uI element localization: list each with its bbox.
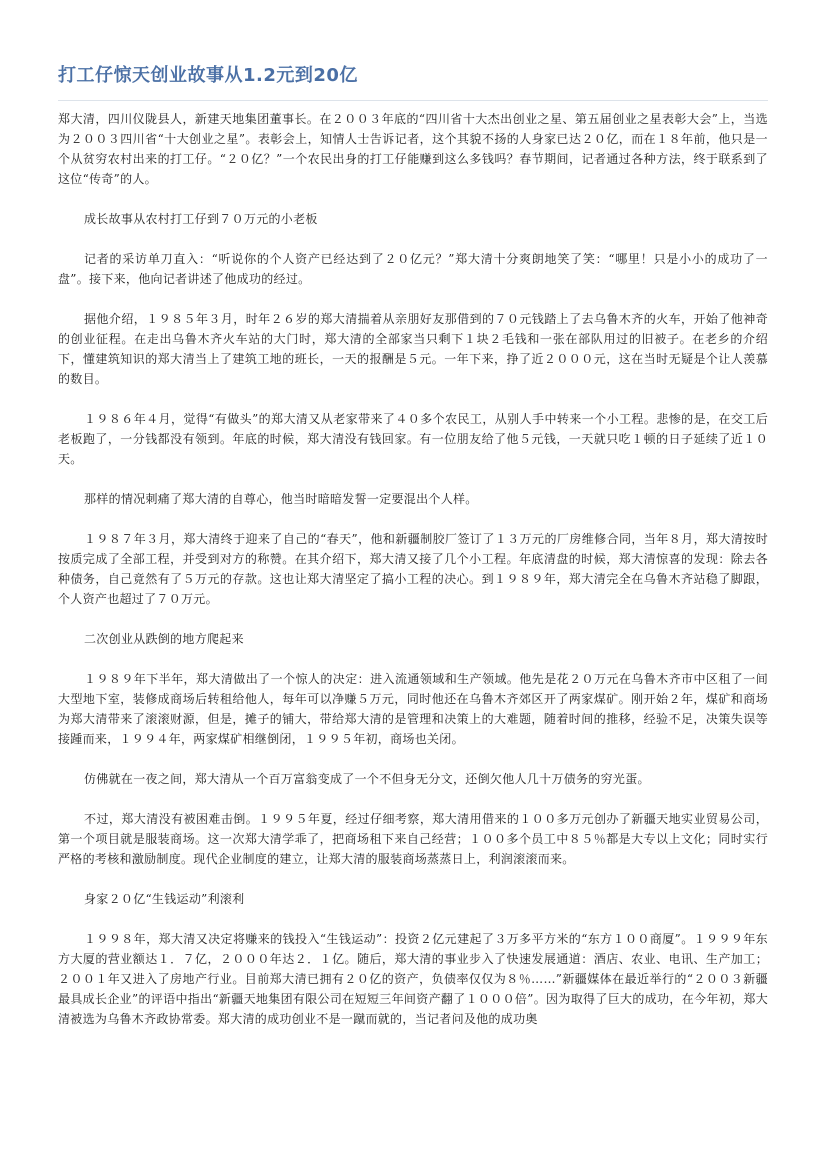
paragraph: １９８６年４月，觉得“有做头”的郑大清又从老家带来了４０多个农民工，从别人手中转来一个小工程。悲惨的是，在交工后老板跑了，一分钱都没有领到。年底的时候，郑大清没有钱回家。有一位朋友给了他５元钱，一天就只吃１顿的日子延续了近１０天。 [58,412,768,466]
paragraph: 不过，郑大清没有被困难击倒。１９９５年夏，经过仔细考察，郑大清用借来的１００多万元创办了新疆天地实业贸易公司，第一个项目就是服装商场。这一次郑大清学乖了，把商场租下来自己经营；１００多个员工中８５％都是大专以上文化；同时实行严格的考核和激励制度。现代企业制度的建立，让郑大清的服装商场蒸蒸日上，利润滚滚而来。 [58,812,768,866]
paragraph: 那样的情况刺痛了郑大清的自尊心，他当时暗暗发誓一定要混出个人样。 [84,492,478,506]
paragraph: 记者的采访单刀直入：“听说你的个人资产已经达到了２０亿元？”郑大清十分爽朗地笑了笑：“哪里！只是小小的成功了一盘”。接下来，他向记者讲述了他成功的经过。 [58,252,768,286]
paragraph: 仿佛就在一夜之间，郑大清从一个百万富翁变成了一个不但身无分文，还倒欠他人几十万债务的穷光蛋。 [84,772,650,786]
paragraph: 据他介绍，１９８５年３月，时年２６岁的郑大清揣着从亲朋好友那借到的７０元钱踏上了去乌鲁木齐的火车，开始了他神奇的创业征程。在走出乌鲁木齐火车站的大门时，郑大清的全部家当只剩下１块２毛钱和一张在部队用过的旧被子。在老乡的介绍下，懂建筑知识的郑大清当上了建筑工地的班长，一天的报酬是５元。一年下来，挣了近２０００元，这在当时无疑是个让人羡慕的数目。 [58,312,768,386]
section-heading-second-venture: 二次创业从跌倒的地方爬起来 [84,632,244,646]
paragraph: １９８９年下半年，郑大清做出了一个惊人的决定：进入流通领域和生产领域。他先是花２０万元在乌鲁木齐市中区租了一间大型地下室，装修成商场后转租给他人，每年可以净赚５万元，同时他还在乌鲁木齐郊区开了两家煤矿。刚开始２年，煤矿和商场为郑大清带来了滚滚财源，但是，摊子的铺大，带给郑大清的是管理和决策上的大难题，随着时间的推移，经验不足，决策失误等接踵而来，１９９４年，两家煤矿相继倒闭，１９９５年初，商场也关闭。 [58,672,768,746]
section-heading-growth: 成长故事从农村打工仔到７０万元的小老板 [84,212,318,226]
article-title: 打工仔惊天创业故事从1.2元到20亿 [58,64,768,101]
article-body [58,109,768,1029]
document-page [58,58,768,1029]
paragraph-intro: 郑大清，四川仪陇县人，新建天地集团董事长。在２００３年底的“四川省十大杰出创业之星、第五届创业之星表彰大会”上，当选为２００３四川省“十大创业之星”。表彰会上，知情人士告诉记者，这个其貌不扬的人身家已达２０亿，而在１８年前，他只是一个从贫穷农村出来的打工仔。“２０亿？”一个农民出身的打工仔能赚到这么多钱吗？春节期间，记者通过各种方法，终于联系到了这位“传奇”的人。 [58,112,768,186]
section-heading-wealth: 身家２０亿“生钱运动”利滚利 [84,892,245,906]
paragraph: １９９８年，郑大清又决定将赚来的钱投入“生钱运动”：投资２亿元建起了３万多平方米的“东方１００商厦”。１９９９年东方大厦的营业额达１．７亿，２０００年达２．１亿。随后，郑大清的事业步入了快速发展通道：酒店、农业、电讯、生产加工；２００１年又进入了房地产行业。目前郑大清已拥有２０亿的资产，负债率仅仅为８％……”新疆媒体在最近举行的“２００３新疆最具成长企业”的评语中指出“新疆天地集团有限公司在短短三年间资产翻了１０００倍”。因为取得了巨大的成功，在今年初，郑大清被选为乌鲁木齐政协常委。郑大清的成功创业不是一蹴而就的，当记者问及他的成功奥 [58,932,768,1026]
paragraph: １９８７年３月，郑大清终于迎来了自己的“春天”，他和新疆制胶厂签订了１３万元的厂房维修合同，当年８月，郑大清按时按质完成了全部工程，并受到对方的称赞。在其介绍下，郑大清又接了几个小工程。年底清盘的时候，郑大清惊喜的发现：除去各种债务，自己竟然有了５万元的存款。这也让郑大清坚定了搞小工程的决心。到１９８９年，郑大清完全在乌鲁木齐站稳了脚跟，个人资产也超过了７０万元。 [58,532,768,606]
